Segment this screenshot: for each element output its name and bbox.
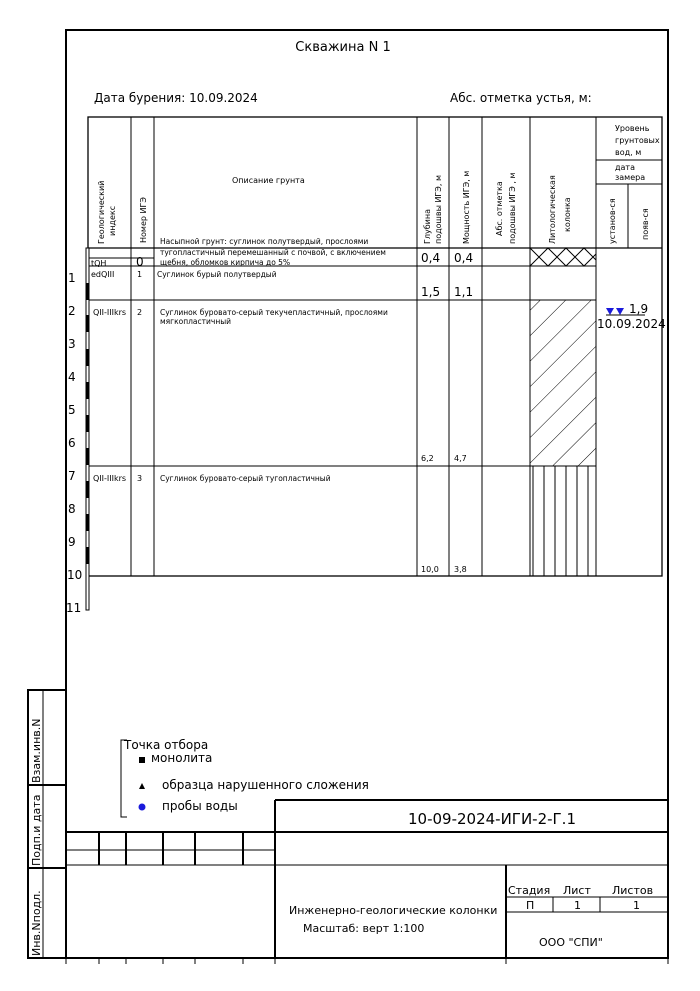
- legend: [121, 738, 369, 817]
- stage-label: Стадия: [508, 884, 551, 897]
- header-established: установ-ся: [608, 198, 617, 244]
- depth-tick-label: 4: [68, 370, 76, 384]
- depth-tick-label: 8: [68, 502, 76, 516]
- borehole-title: Скважина N 1: [295, 40, 391, 55]
- layer-index: tQH: [91, 259, 107, 268]
- header-water-level-3: вод, м: [615, 148, 642, 157]
- legend-header: Точка отбора: [124, 738, 209, 752]
- header-water-level: Уровень: [615, 124, 650, 133]
- header-lithology-2: колонка: [563, 197, 572, 232]
- depth-tick-label: 11: [66, 601, 82, 615]
- side-label-signature-date: Подп.и дата: [30, 794, 43, 866]
- layer-thickness: 3,8: [454, 565, 467, 574]
- header-description: Описание грунта: [232, 176, 305, 185]
- water-level-marker-icon: [616, 308, 624, 315]
- depth-tick-label: 10: [67, 568, 83, 582]
- header-sole-elevation: Абс. отметка: [495, 181, 504, 236]
- stage-value: П: [526, 899, 535, 912]
- depth-tick-label: 3: [68, 337, 76, 351]
- layer-index: QII-IIIkrs: [93, 474, 127, 483]
- layer-row: [93, 474, 467, 574]
- header-water-level-2: грунтовых: [615, 136, 660, 145]
- monolith-marker-icon: [139, 757, 145, 763]
- header-geo-index-2: индекс: [108, 205, 117, 236]
- disturbed-sample-marker-icon: [139, 783, 145, 789]
- layer-depth: 0,4: [421, 251, 441, 265]
- header-sole-depth-2: подошвы ИГЭ, м: [434, 174, 443, 244]
- header-sole-elevation-2: подошвы ИГЭ , м: [508, 172, 517, 244]
- depth-tick-label: 2: [68, 304, 76, 318]
- side-stamp: [28, 690, 66, 958]
- header-measure-date-2: замера: [615, 173, 646, 182]
- depth-tick-label: 5: [68, 403, 76, 417]
- layer-ige: 2: [137, 308, 143, 317]
- header-lithology: Литологическая: [548, 175, 557, 244]
- layer-description: щебня, обломков кирпича до 5%: [160, 258, 291, 267]
- title-block: [66, 800, 668, 958]
- header-sole-depth: Глубина: [423, 209, 432, 244]
- water-level-date: 10.09.2024: [597, 317, 666, 331]
- depth-tick-label: 1: [68, 271, 76, 285]
- company-name: ООО "СПИ": [539, 936, 603, 949]
- depth-scale: [66, 271, 82, 615]
- legend-item: монолита: [151, 751, 213, 765]
- sheets-label: Листов: [612, 884, 654, 897]
- layer-ige: 3: [137, 474, 143, 483]
- depth-tick-label: 6: [68, 436, 76, 450]
- layer-description: мягкопластичный: [160, 317, 232, 326]
- layer-thickness: 0,4: [454, 251, 474, 265]
- side-label-replace-inv: Взам.инв.N: [30, 718, 43, 783]
- layer-description: Суглинок буровато-серый текучепластичный, прослоями: [160, 308, 388, 317]
- mouth-elevation: Абс. отметка устья, м:: [450, 91, 592, 105]
- layer-depth: 6,2: [421, 454, 434, 463]
- layer-row: [91, 237, 473, 269]
- layer-description: Насыпной грунт: суглинок полутвердый, прослоями: [160, 237, 369, 246]
- layer-description: Суглинок бурый полутвердый: [157, 270, 277, 279]
- water-level-value: 1,9: [629, 302, 649, 316]
- legend-item: пробы воды: [162, 799, 238, 813]
- side-label-inv-number: Инв.Nподл.: [30, 890, 43, 956]
- depth-tick-label: 7: [68, 469, 76, 483]
- water-level-marker-icon: [606, 308, 614, 315]
- groundwater-level: [597, 302, 666, 331]
- depth-tick-label: 9: [68, 535, 76, 549]
- lithology-column: [530, 248, 596, 576]
- header-geo-index: Геологический: [97, 180, 106, 244]
- layer-index: QII-IIIkrs: [93, 308, 127, 317]
- sheet-scale: Масштаб: верт 1:100: [303, 922, 425, 935]
- layer-index: edQIII: [91, 270, 115, 279]
- header-thickness: Мощность ИГЭ, м: [462, 170, 471, 244]
- header-measure-date: дата: [615, 163, 635, 172]
- layer-depth: 1,5: [421, 285, 441, 299]
- layer-thickness: 1,1: [454, 285, 474, 299]
- layer-thickness: 4,7: [454, 454, 467, 463]
- drilling-date: Дата бурения: 10.09.2024: [94, 91, 258, 105]
- layer-depth: 10,0: [421, 565, 439, 574]
- layer-row: [91, 270, 473, 299]
- layer-description: Суглинок буровато-серый тугопластичный: [160, 474, 331, 483]
- sheet-label: Лист: [563, 884, 591, 897]
- header-ige-number: Номер ИГЭ: [139, 197, 148, 243]
- table-header: [97, 124, 660, 244]
- sheets-value: 1: [633, 899, 640, 912]
- layer-description: тугопластичный перемешанный с почвой, с включением: [160, 248, 386, 257]
- depth-strip: [86, 248, 89, 610]
- layer-row: [93, 308, 467, 463]
- layer-ige: 1: [137, 270, 143, 279]
- sheet-title: Инженерно-геологические колонки: [289, 904, 498, 917]
- layer-ige: 0: [136, 255, 144, 269]
- water-sample-marker-icon: [139, 804, 146, 811]
- sheet-value: 1: [574, 899, 581, 912]
- legend-item: образца нарушенного сложения: [162, 778, 369, 792]
- header-appeared: появ-ся: [641, 208, 650, 240]
- document-code: 10-09-2024-ИГИ-2-Г.1: [407, 810, 577, 828]
